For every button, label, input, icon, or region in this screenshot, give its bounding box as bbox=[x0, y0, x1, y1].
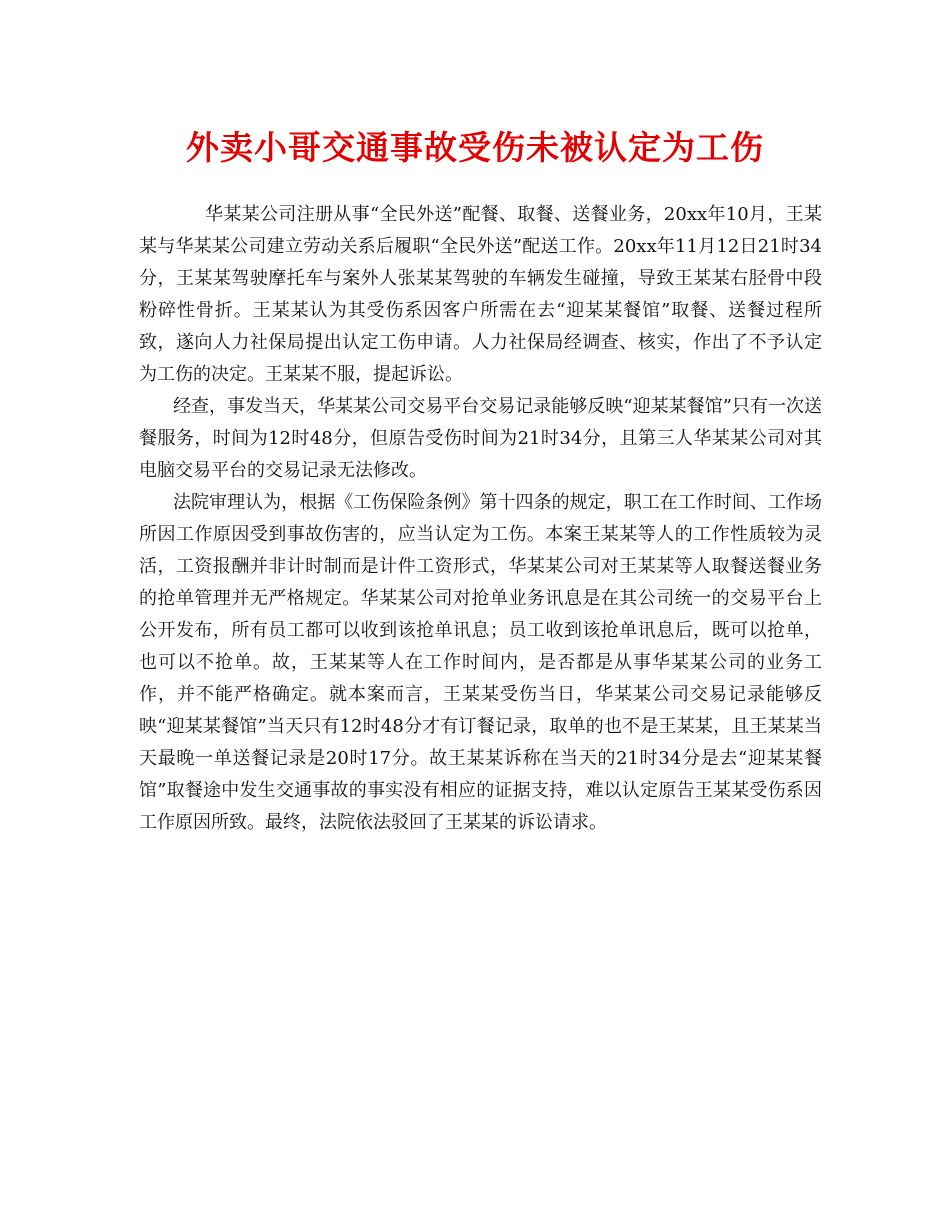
paragraph-investigation: 经查，事发当天，华某某公司交易平台交易记录能够反映“迎某某餐馆”只有一次送餐服务，时间为12时48分，但原告受伤时间为21时34分，且第三人华某某公司对其电脑交易平台的交易记录无法修改。 bbox=[139, 396, 822, 481]
paragraph-court-ruling: 法院审理认为，根据《工伤保险条例》第十四条的规定，职工在工作时间、工作场所因工作原因受到事故伤害的，应当认定为工伤。本案王某某等人的工作性质较为灵活，工资报酬并非计时制而是计件工资形式，华某某公司对王某某等人取餐送餐业务的抢单管理并无严格规定。华某某公司对抢单业务讯息是在其公司统一的交易平台上公开发布，所有员工都可以收到该抢单讯息；员工收到该抢单讯息后，既可以抢单，也可以不抢单。故，王某某等人在工作时间内，是否都是从事华某某公司的业务工作，并不能严格确定。就本案而言，王某某受伤当日，华某某公司交易记录能够反映“迎某某餐馆”当天只有12时48分才有订餐记录，取单的也不是王某某，且王某某当天最晚一单送餐记录是20时17分。故王某某诉称在当天的21时34分是去“迎某某餐馆”取餐途中发生交通事故的事实没有相应的证据支持，难以认定原告王某某受伤系因工作原因所致。最终，法院依法驳回了王某某的诉讼请求。 bbox=[139, 492, 822, 833]
document-title: 外卖小哥交通事故受伤未被认定为工伤 bbox=[186, 128, 764, 167]
document-body bbox=[139, 199, 822, 839]
paragraph-case-background: 华某某公司注册从事“全民外送”配餐、取餐、送餐业务，20xx年10月，王某某与华某某公司建立劳动关系后履职“全民外送”配送工作。20xx年11月12日21时34分，王某某驾驶摩托车与案外人张某某驾驶的车辆发生碰撞，导致王某某右胫骨中段粉碎性骨折。王某某认为其受伤系因客户所需在去“迎某某餐馆”取餐、送餐过程所致，遂向人力社保局提出认定工伤申请。人力社保局经调查、核实，作出了不予认定为工伤的决定。王某某不服，提起诉讼。 bbox=[139, 204, 822, 385]
